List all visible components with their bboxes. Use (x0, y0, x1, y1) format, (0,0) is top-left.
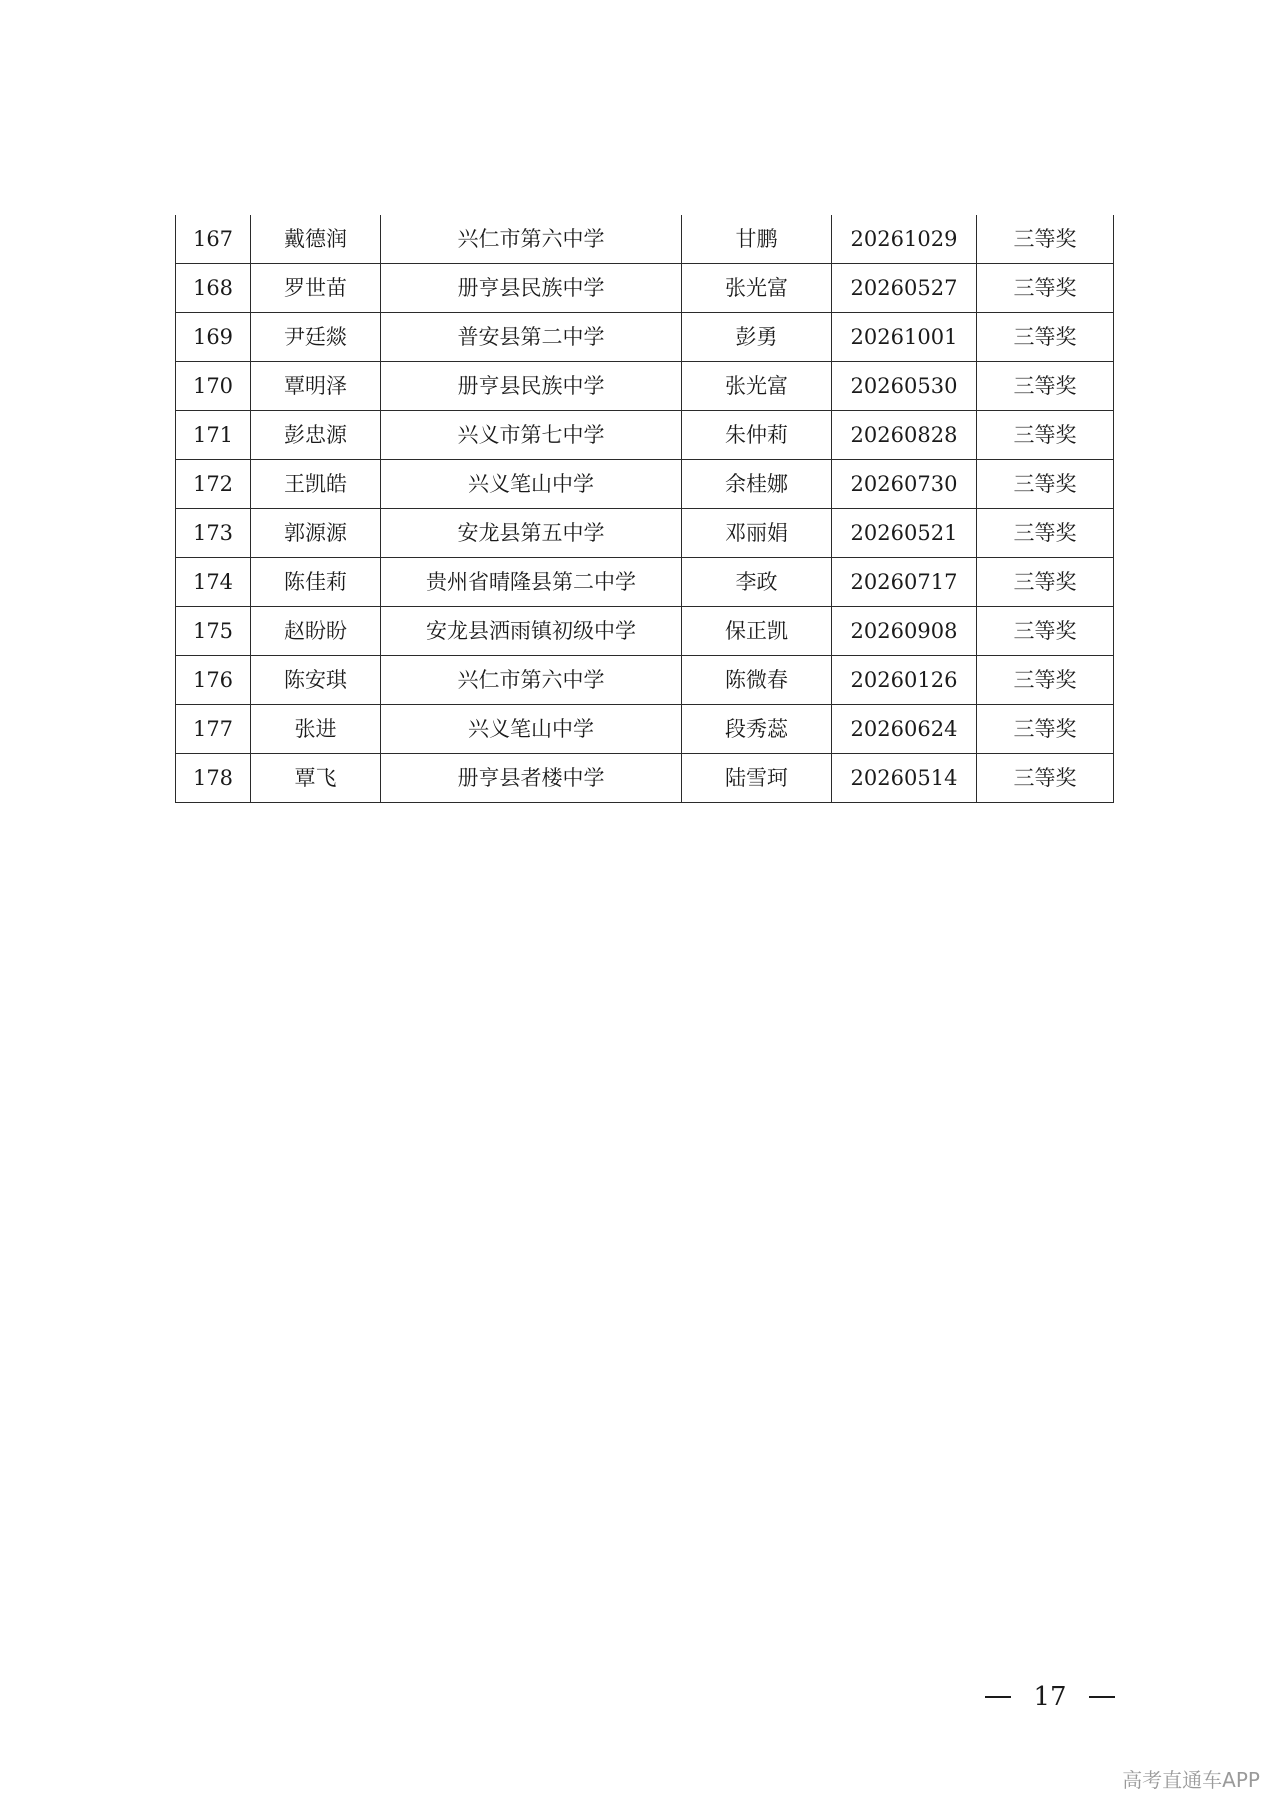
cell-teacher: 陈微春 (682, 656, 832, 705)
cell-code: 20260624 (832, 705, 977, 754)
table-row (176, 264, 1114, 313)
cell-award: 三等奖 (977, 607, 1114, 656)
table-row (176, 607, 1114, 656)
cell-school: 兴仁市第六中学 (381, 656, 682, 705)
cell-student-name: 王凯皓 (251, 460, 381, 509)
cell-award: 三等奖 (977, 411, 1114, 460)
cell-code: 20260828 (832, 411, 977, 460)
table-row (176, 754, 1114, 803)
cell-student-name: 陈佳莉 (251, 558, 381, 607)
cell-student-name: 尹廷燚 (251, 313, 381, 362)
cell-number: 170 (176, 362, 251, 411)
cell-teacher: 张光富 (682, 264, 832, 313)
cell-number: 175 (176, 607, 251, 656)
cell-code: 20260530 (832, 362, 977, 411)
cell-teacher: 甘鹏 (682, 215, 832, 264)
cell-code: 20260717 (832, 558, 977, 607)
table-row (176, 313, 1114, 362)
cell-school: 安龙县洒雨镇初级中学 (381, 607, 682, 656)
cell-award: 三等奖 (977, 313, 1114, 362)
cell-school: 册亨县民族中学 (381, 264, 682, 313)
cell-teacher: 邓丽娟 (682, 509, 832, 558)
cell-teacher: 余桂娜 (682, 460, 832, 509)
page-number: 17 (1033, 1682, 1067, 1712)
right-dash (1089, 1696, 1115, 1698)
cell-number: 174 (176, 558, 251, 607)
cell-number: 173 (176, 509, 251, 558)
cell-award: 三等奖 (977, 264, 1114, 313)
cell-school: 兴义市第七中学 (381, 411, 682, 460)
cell-code: 20261001 (832, 313, 977, 362)
cell-school: 安龙县第五中学 (381, 509, 682, 558)
cell-code: 20260514 (832, 754, 977, 803)
cell-code: 20260527 (832, 264, 977, 313)
cell-number: 169 (176, 313, 251, 362)
cell-award: 三等奖 (977, 215, 1114, 264)
cell-award: 三等奖 (977, 460, 1114, 509)
cell-teacher: 保正凯 (682, 607, 832, 656)
cell-number: 176 (176, 656, 251, 705)
cell-number: 171 (176, 411, 251, 460)
cell-number: 172 (176, 460, 251, 509)
cell-teacher: 段秀蕊 (682, 705, 832, 754)
cell-award: 三等奖 (977, 754, 1114, 803)
cell-student-name: 覃明泽 (251, 362, 381, 411)
cell-number: 167 (176, 215, 251, 264)
cell-student-name: 戴德润 (251, 215, 381, 264)
cell-number: 168 (176, 264, 251, 313)
cell-award: 三等奖 (977, 705, 1114, 754)
awards-table (175, 215, 1114, 803)
cell-teacher: 朱仲莉 (682, 411, 832, 460)
cell-school: 兴仁市第六中学 (381, 215, 682, 264)
cell-code: 20260126 (832, 656, 977, 705)
cell-student-name: 罗世苗 (251, 264, 381, 313)
cell-school: 册亨县者楼中学 (381, 754, 682, 803)
cell-award: 三等奖 (977, 509, 1114, 558)
left-dash (985, 1696, 1011, 1698)
cell-school: 贵州省晴隆县第二中学 (381, 558, 682, 607)
cell-teacher: 彭勇 (682, 313, 832, 362)
cell-student-name: 彭忠源 (251, 411, 381, 460)
watermark: 高考直通车APP (1122, 1768, 1260, 1792)
cell-award: 三等奖 (977, 656, 1114, 705)
cell-award: 三等奖 (977, 362, 1114, 411)
table-row (176, 411, 1114, 460)
table-row (176, 215, 1114, 264)
cell-number: 178 (176, 754, 251, 803)
cell-code: 20260730 (832, 460, 977, 509)
cell-student-name: 郭源源 (251, 509, 381, 558)
cell-code: 20261029 (832, 215, 977, 264)
table-row (176, 558, 1114, 607)
cell-award: 三等奖 (977, 558, 1114, 607)
cell-student-name: 赵盼盼 (251, 607, 381, 656)
cell-school: 兴义笔山中学 (381, 705, 682, 754)
table-row (176, 705, 1114, 754)
cell-student-name: 覃飞 (251, 754, 381, 803)
cell-school: 册亨县民族中学 (381, 362, 682, 411)
cell-teacher: 陆雪珂 (682, 754, 832, 803)
cell-school: 兴义笔山中学 (381, 460, 682, 509)
table-row (176, 362, 1114, 411)
cell-school: 普安县第二中学 (381, 313, 682, 362)
cell-teacher: 张光富 (682, 362, 832, 411)
cell-number: 177 (176, 705, 251, 754)
cell-student-name: 张进 (251, 705, 381, 754)
cell-code: 20260521 (832, 509, 977, 558)
cell-student-name: 陈安琪 (251, 656, 381, 705)
cell-teacher: 李政 (682, 558, 832, 607)
table-row (176, 656, 1114, 705)
table-row (176, 460, 1114, 509)
table-row (176, 509, 1114, 558)
cell-code: 20260908 (832, 607, 977, 656)
